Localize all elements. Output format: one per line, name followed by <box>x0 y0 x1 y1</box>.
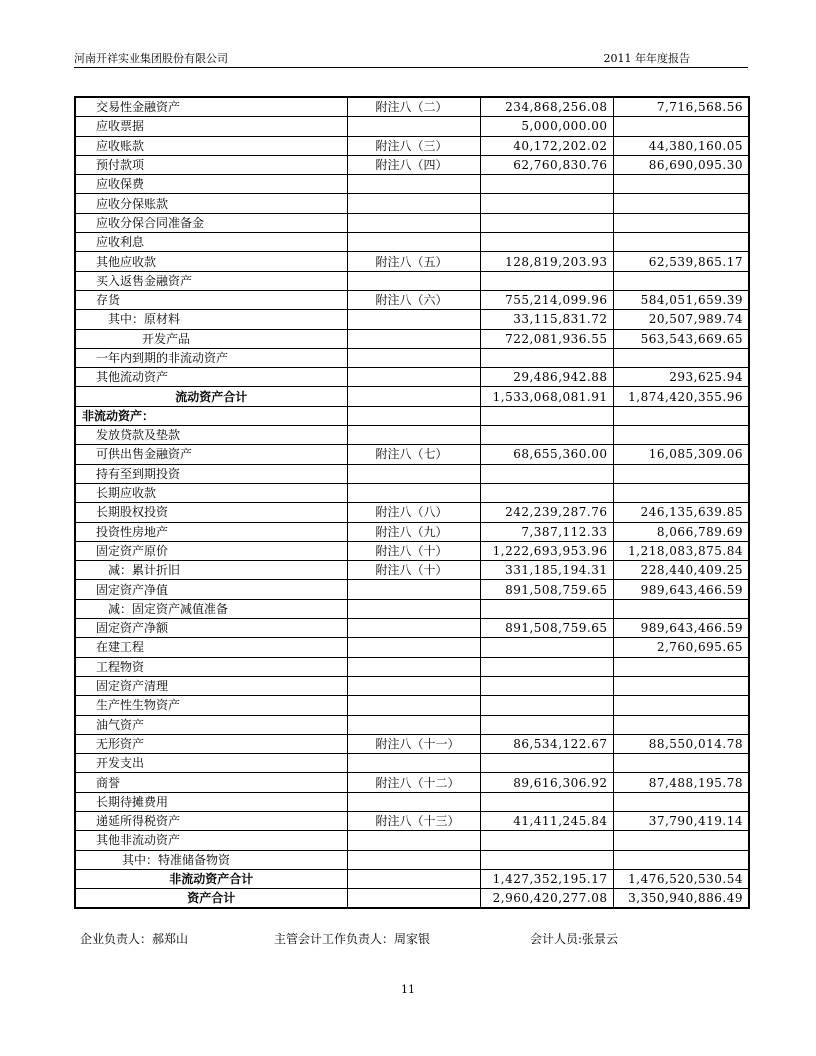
item-name: 长期待摊费用 <box>75 792 347 811</box>
ending-balance <box>480 175 613 194</box>
table-row <box>75 541 749 560</box>
table-row <box>75 310 749 329</box>
beginning-balance: 7,716,568.56 <box>613 97 749 117</box>
table-row <box>75 754 749 773</box>
item-note <box>347 715 480 734</box>
item-note: 附注八（十一） <box>347 734 480 753</box>
table-row <box>75 580 749 599</box>
item-name: 减：累计折旧 <box>75 561 347 580</box>
table-row <box>75 811 749 830</box>
item-name: 固定资产原价 <box>75 541 347 560</box>
table-row <box>75 213 749 232</box>
ending-balance <box>480 657 613 676</box>
beginning-balance <box>613 792 749 811</box>
table-row <box>75 464 749 483</box>
table-row <box>75 155 749 174</box>
accounting-head: 主管会计工作负责人：周家银 <box>274 932 431 946</box>
beginning-balance: 584,051,659.39 <box>613 290 749 309</box>
ending-balance: 234,868,256.08 <box>480 97 613 117</box>
table-row <box>75 561 749 580</box>
item-note <box>347 117 480 136</box>
beginning-balance: 37,790,419.14 <box>613 811 749 830</box>
table-row <box>75 406 749 425</box>
beginning-balance: 86,690,095.30 <box>613 155 749 174</box>
beginning-balance: 989,643,466.59 <box>613 619 749 638</box>
ending-balance: 1,533,068,081.91 <box>480 387 613 406</box>
beginning-balance: 2,760,695.65 <box>613 638 749 657</box>
table-row <box>75 117 749 136</box>
item-name: 其他应收款 <box>75 252 347 271</box>
beginning-balance: 1,874,420,355.96 <box>613 387 749 406</box>
item-note <box>347 310 480 329</box>
item-name: 应收分保账款 <box>75 194 347 213</box>
item-name: 其中：原材料 <box>75 310 347 329</box>
item-note: 附注八（四） <box>347 155 480 174</box>
item-name: 固定资产净值 <box>75 580 347 599</box>
ending-balance: 891,508,759.65 <box>480 580 613 599</box>
ending-balance <box>480 831 613 850</box>
ending-balance <box>480 638 613 657</box>
beginning-balance <box>613 175 749 194</box>
ending-balance: 89,616,306.92 <box>480 773 613 792</box>
beginning-balance: 1,476,520,530.54 <box>613 869 749 888</box>
beginning-balance: 293,625.94 <box>613 368 749 387</box>
ending-balance: 2,960,420,277.08 <box>480 889 613 909</box>
item-note: 附注八（十） <box>347 541 480 560</box>
item-note <box>347 329 480 348</box>
item-name: 非流动资产： <box>75 406 347 425</box>
item-note <box>347 696 480 715</box>
ending-balance <box>480 213 613 232</box>
item-note <box>347 869 480 888</box>
item-name: 发放贷款及垫款 <box>75 426 347 445</box>
beginning-balance <box>613 599 749 618</box>
item-note <box>347 194 480 213</box>
table-row <box>75 387 749 406</box>
item-name: 应收利息 <box>75 233 347 252</box>
company-name: 河南开祥实业集团股份有限公司 <box>74 52 228 65</box>
ending-balance <box>480 696 613 715</box>
item-name: 商誉 <box>75 773 347 792</box>
item-note <box>347 348 480 367</box>
ending-balance <box>480 715 613 734</box>
item-name: 其中：特准储备物资 <box>75 850 347 869</box>
balance-sheet-body <box>75 97 749 908</box>
ending-balance: 1,427,352,195.17 <box>480 869 613 888</box>
beginning-balance <box>613 831 749 850</box>
beginning-balance <box>613 194 749 213</box>
item-note <box>347 464 480 483</box>
table-row <box>75 850 749 869</box>
beginning-balance <box>613 117 749 136</box>
beginning-balance <box>613 271 749 290</box>
table-row <box>75 445 749 464</box>
ending-balance: 62,760,830.76 <box>480 155 613 174</box>
item-note: 附注八（五） <box>347 252 480 271</box>
item-name: 长期应收款 <box>75 483 347 502</box>
ending-balance <box>480 792 613 811</box>
item-name: 非流动资产合计 <box>75 869 347 888</box>
beginning-balance <box>613 426 749 445</box>
beginning-balance <box>613 754 749 773</box>
legal-representative: 企业负责人：郝郑山 <box>80 932 189 946</box>
item-name: 应收分保合同准备金 <box>75 213 347 232</box>
beginning-balance: 8,066,789.69 <box>613 522 749 541</box>
beginning-balance <box>613 233 749 252</box>
item-name: 预付款项 <box>75 155 347 174</box>
item-note <box>347 638 480 657</box>
item-note: 附注八（十） <box>347 561 480 580</box>
ending-balance <box>480 676 613 695</box>
beginning-balance: 87,488,195.78 <box>613 773 749 792</box>
item-name: 无形资产 <box>75 734 347 753</box>
table-row <box>75 619 749 638</box>
item-note <box>347 619 480 638</box>
beginning-balance <box>613 406 749 425</box>
beginning-balance: 1,218,083,875.84 <box>613 541 749 560</box>
ending-balance: 331,185,194.31 <box>480 561 613 580</box>
item-note <box>347 580 480 599</box>
table-row <box>75 831 749 850</box>
table-row <box>75 483 749 502</box>
ending-balance <box>480 348 613 367</box>
item-name: 存货 <box>75 290 347 309</box>
item-name: 在建工程 <box>75 638 347 657</box>
item-name: 长期股权投资 <box>75 503 347 522</box>
item-note <box>347 599 480 618</box>
item-note: 附注八（二） <box>347 97 480 117</box>
beginning-balance: 989,643,466.59 <box>613 580 749 599</box>
ending-balance: 33,115,831.72 <box>480 310 613 329</box>
table-row <box>75 97 749 117</box>
beginning-balance <box>613 850 749 869</box>
item-name: 流动资产合计 <box>75 387 347 406</box>
ending-balance <box>480 464 613 483</box>
ending-balance: 68,655,360.00 <box>480 445 613 464</box>
item-note <box>347 387 480 406</box>
table-row <box>75 290 749 309</box>
item-note: 附注八（十二） <box>347 773 480 792</box>
table-row <box>75 599 749 618</box>
beginning-balance <box>613 483 749 502</box>
beginning-balance <box>613 213 749 232</box>
item-note <box>347 831 480 850</box>
item-note <box>347 368 480 387</box>
item-name: 其他流动资产 <box>75 368 347 387</box>
item-name: 买入返售金融资产 <box>75 271 347 290</box>
item-note <box>347 676 480 695</box>
item-name: 一年内到期的非流动资产 <box>75 348 347 367</box>
item-name: 可供出售金融资产 <box>75 445 347 464</box>
ending-balance <box>480 483 613 502</box>
item-note <box>347 792 480 811</box>
item-note: 附注八（三） <box>347 136 480 155</box>
accountant: 会计人员:张景云 <box>530 932 619 946</box>
item-name: 生产性生物资产 <box>75 696 347 715</box>
table-row <box>75 715 749 734</box>
table-row <box>75 175 749 194</box>
beginning-balance: 88,550,014.78 <box>613 734 749 753</box>
item-name: 其他非流动资产 <box>75 831 347 850</box>
ending-balance: 722,081,936.55 <box>480 329 613 348</box>
item-note <box>347 175 480 194</box>
table-row <box>75 889 749 909</box>
table-row <box>75 194 749 213</box>
item-name: 递延所得税资产 <box>75 811 347 830</box>
ending-balance: 755,214,099.96 <box>480 290 613 309</box>
ending-balance <box>480 599 613 618</box>
signature-line <box>80 930 720 946</box>
item-note: 附注八（六） <box>347 290 480 309</box>
item-note <box>347 754 480 773</box>
table-row <box>75 734 749 753</box>
ending-balance: 29,486,942.88 <box>480 368 613 387</box>
ending-balance <box>480 194 613 213</box>
table-row <box>75 348 749 367</box>
item-note: 附注八（九） <box>347 522 480 541</box>
table-row <box>75 368 749 387</box>
item-name: 开发支出 <box>75 754 347 773</box>
item-note: 附注八（十三） <box>347 811 480 830</box>
item-name: 减：固定资产减值准备 <box>75 599 347 618</box>
page-header <box>74 50 748 68</box>
item-note <box>347 213 480 232</box>
beginning-balance: 20,507,989.74 <box>613 310 749 329</box>
table-row <box>75 271 749 290</box>
beginning-balance <box>613 676 749 695</box>
ending-balance: 128,819,203.93 <box>480 252 613 271</box>
table-row <box>75 657 749 676</box>
table-row <box>75 773 749 792</box>
item-note <box>347 233 480 252</box>
ending-balance: 242,239,287.76 <box>480 503 613 522</box>
item-name: 持有至到期投资 <box>75 464 347 483</box>
ending-balance: 40,172,202.02 <box>480 136 613 155</box>
ending-balance <box>480 406 613 425</box>
ending-balance: 891,508,759.65 <box>480 619 613 638</box>
beginning-balance <box>613 715 749 734</box>
ending-balance <box>480 754 613 773</box>
item-name: 油气资产 <box>75 715 347 734</box>
table-row <box>75 136 749 155</box>
page-number: 11 <box>401 983 415 996</box>
table-row <box>75 696 749 715</box>
item-name: 应收保费 <box>75 175 347 194</box>
table-row <box>75 252 749 271</box>
beginning-balance <box>613 696 749 715</box>
report-title: 2011 年年度报告 <box>603 52 690 65</box>
item-name: 固定资产清理 <box>75 676 347 695</box>
table-row <box>75 638 749 657</box>
ending-balance <box>480 850 613 869</box>
item-note <box>347 657 480 676</box>
item-note <box>347 889 480 909</box>
table-row <box>75 503 749 522</box>
item-name: 资产合计 <box>75 889 347 909</box>
item-name: 交易性金融资产 <box>75 97 347 117</box>
ending-balance: 86,534,122.67 <box>480 734 613 753</box>
item-note <box>347 426 480 445</box>
beginning-balance: 228,440,409.25 <box>613 561 749 580</box>
item-note <box>347 406 480 425</box>
item-name: 固定资产净额 <box>75 619 347 638</box>
item-name: 投资性房地产 <box>75 522 347 541</box>
ending-balance: 7,387,112.33 <box>480 522 613 541</box>
ending-balance <box>480 271 613 290</box>
ending-balance <box>480 233 613 252</box>
item-name: 工程物资 <box>75 657 347 676</box>
beginning-balance <box>613 657 749 676</box>
table-row <box>75 676 749 695</box>
item-name: 应收账款 <box>75 136 347 155</box>
item-name: 应收票据 <box>75 117 347 136</box>
item-note: 附注八（八） <box>347 503 480 522</box>
table-row <box>75 329 749 348</box>
ending-balance: 1,222,693,953.96 <box>480 541 613 560</box>
beginning-balance <box>613 464 749 483</box>
ending-balance: 41,411,245.84 <box>480 811 613 830</box>
item-name: 开发产品 <box>75 329 347 348</box>
beginning-balance: 62,539,865.17 <box>613 252 749 271</box>
beginning-balance: 3,350,940,886.49 <box>613 889 749 909</box>
item-note <box>347 483 480 502</box>
balance-sheet-table <box>74 96 750 909</box>
beginning-balance <box>613 348 749 367</box>
beginning-balance: 246,135,639.85 <box>613 503 749 522</box>
table-row <box>75 522 749 541</box>
beginning-balance: 16,085,309.06 <box>613 445 749 464</box>
beginning-balance: 44,380,160.05 <box>613 136 749 155</box>
table-row <box>75 869 749 888</box>
ending-balance: 5,000,000.00 <box>480 117 613 136</box>
table-row <box>75 426 749 445</box>
ending-balance <box>480 426 613 445</box>
table-row <box>75 792 749 811</box>
item-note: 附注八（七） <box>347 445 480 464</box>
table-row <box>75 233 749 252</box>
beginning-balance: 563,543,669.65 <box>613 329 749 348</box>
item-note <box>347 850 480 869</box>
item-note <box>347 271 480 290</box>
